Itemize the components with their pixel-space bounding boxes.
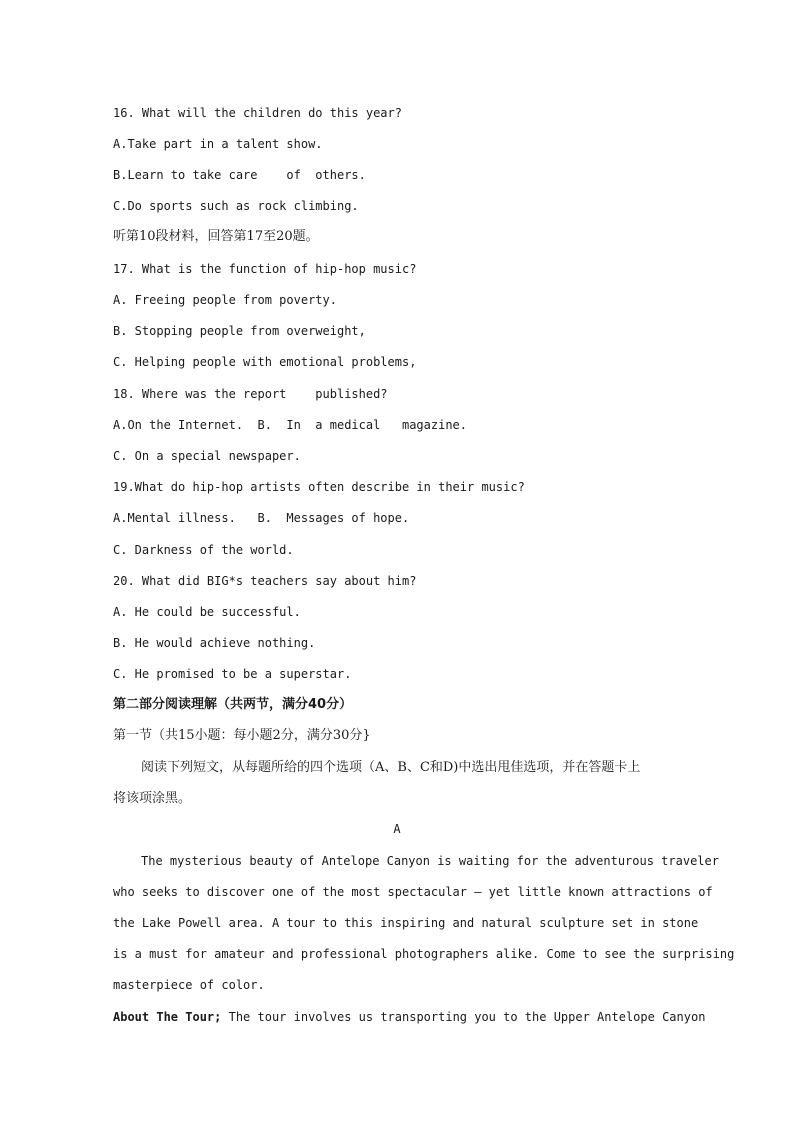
- q17-question: 17. What is the function of hip-hop music?: [113, 262, 417, 276]
- reading-instruction-line2: 将该项涂黑。: [113, 791, 192, 806]
- q20-question: 20. What did BIG*s teachers say about him?: [113, 574, 417, 588]
- passage-line: the Lake Powell area. A tour to this inspiring and natural sculpture set in stone: [113, 916, 699, 930]
- about-tour-text: The tour involves us transporting you to the Upper Antelope Canyon: [221, 1010, 706, 1024]
- about-tour-line: [113, 1010, 706, 1024]
- passage-letter: A: [393, 822, 401, 836]
- q18-option-c: C. On a special newspaper.: [113, 449, 301, 463]
- passage-line: is a must for amateur and professional photographers alike. Come to see the surprising: [113, 947, 735, 961]
- q19-options-ab: A.Mental illness. B. Messages of hope.: [113, 511, 410, 525]
- part-two-title: 第二部分阅读理解（共两节，满分40分）: [113, 697, 353, 712]
- q18-question: 18. Where was the report published?: [113, 387, 388, 401]
- q16-option-c: C.Do sports such as rock climbing.: [113, 199, 359, 213]
- passage-line: masterpiece of color.: [113, 978, 265, 992]
- passage-line: who seeks to discover one of the most spectacular – yet little known attractions of: [113, 885, 713, 899]
- q17-option-a: A. Freeing people from poverty.: [113, 293, 337, 307]
- q17-option-c: C. Helping people with emotional problems,: [113, 355, 417, 369]
- q16-option-b: B.Learn to take care of others.: [113, 168, 366, 182]
- q16-question: 16. What will the children do this year?: [113, 106, 402, 120]
- q19-question: 19.What do hip-hop artists often describe in their music?: [113, 480, 525, 494]
- q20-option-c: C. He promised to be a superstar.: [113, 667, 352, 681]
- q17-option-b: B. Stopping people from overweight,: [113, 324, 366, 338]
- q19-option-c: C. Darkness of the world.: [113, 543, 294, 557]
- section10-instruction: 听第10段材料，回答第17至20题。: [113, 229, 319, 244]
- about-tour-label: About The Tour;: [113, 1010, 222, 1024]
- passage-line: The mysterious beauty of Antelope Canyon is waiting for the adventurous traveler: [141, 854, 719, 868]
- section-one-title: 第一节（共15小题：每小题2分，满分30分}: [113, 728, 371, 743]
- q18-options-ab: A.On the Internet. B. In a medical magazine.: [113, 418, 468, 432]
- q20-option-b: B. He would achieve nothing.: [113, 636, 316, 650]
- q20-option-a: A. He could be successful.: [113, 605, 301, 619]
- reading-instruction-line1: 阅读下列短文，从每题所给的四个选项（A、B、C和D)中选出甩佳选项，并在答题卡上: [141, 760, 641, 775]
- q16-option-a: A.Take part in a talent show.: [113, 137, 323, 151]
